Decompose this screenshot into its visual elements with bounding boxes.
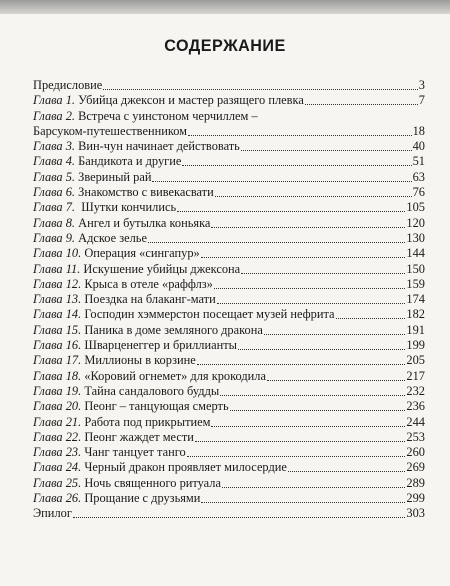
chapter-number: Глава 12.	[33, 276, 82, 291]
toc-entry	[33, 445, 425, 460]
page-number: 174	[406, 292, 425, 307]
toc-entry	[33, 460, 425, 475]
chapter-number: Глава 10.	[33, 246, 82, 261]
toc-entry	[33, 262, 425, 277]
page-number: 236	[406, 399, 425, 414]
page-title: СОДЕРЖАНИЕ	[164, 36, 286, 55]
toc-entry-title	[33, 460, 287, 475]
chapter-number: Глава 21.	[33, 414, 82, 429]
toc-entry-title	[33, 200, 176, 215]
toc-entry	[33, 292, 425, 307]
toc-entry	[33, 476, 425, 491]
chapter-title: Ночь священного ритуала	[81, 475, 221, 490]
chapter-number: Глава 22.	[33, 429, 82, 444]
page-number: 205	[406, 353, 425, 368]
toc-entry-title	[33, 231, 147, 246]
chapter-title: Шварценеггер и бриллианты	[81, 338, 237, 353]
chapter-number: Глава 11.	[33, 261, 81, 276]
toc-entry-title	[33, 277, 213, 292]
dot-leader	[241, 264, 405, 274]
toc-entry	[33, 277, 425, 292]
toc-entry-title	[33, 124, 187, 139]
page-number: 182	[406, 307, 425, 322]
dot-leader	[215, 187, 412, 197]
chapter-number: Глава 13.	[33, 292, 82, 307]
dot-leader	[152, 172, 411, 182]
chapter-number: Глава 5.	[33, 169, 76, 184]
chapter-number: Глава 1.	[33, 93, 76, 108]
table-of-contents	[33, 78, 425, 522]
toc-entry	[33, 338, 425, 353]
toc-entry	[33, 109, 425, 124]
toc-entry-title	[33, 399, 229, 414]
page-number: 76	[412, 185, 425, 200]
chapter-title: Пеонг – танцующая смерть	[81, 399, 229, 414]
dot-leader	[238, 340, 405, 350]
chapter-title: Эпилог	[33, 506, 72, 521]
chapter-title: Убийца джексон и мастер разящего плевка	[75, 93, 304, 108]
chapter-number: Глава 7.	[33, 200, 76, 215]
toc-entry	[33, 139, 425, 154]
chapter-number: Глава 6.	[33, 185, 76, 200]
dot-leader	[264, 325, 406, 335]
page-number: 150	[406, 261, 425, 276]
chapter-title: Искушение убийцы джексона	[80, 261, 241, 276]
toc-entry	[33, 430, 425, 445]
dot-leader	[305, 95, 418, 105]
chapter-number: Глава 20.	[33, 399, 82, 414]
page-number: 260	[406, 445, 425, 460]
dot-leader	[230, 401, 406, 411]
chapter-number: Глава 15.	[33, 322, 82, 337]
page-number: 253	[406, 429, 425, 444]
chapter-number: Глава 25.	[33, 475, 82, 490]
toc-entry	[33, 353, 425, 368]
page-number: 7	[418, 93, 425, 108]
dot-leader	[177, 202, 405, 212]
page-number: 40	[412, 139, 425, 154]
chapter-title: Знакомство с вивекасвати	[75, 185, 214, 200]
toc-entry	[33, 216, 425, 231]
dot-leader	[201, 493, 405, 503]
page-number: 299	[406, 491, 425, 506]
dot-leader	[211, 417, 405, 427]
chapter-number: Глава 16.	[33, 338, 82, 353]
toc-entry	[33, 323, 425, 338]
toc-entry-title	[33, 506, 72, 521]
chapter-number: Глава 23.	[33, 445, 82, 460]
chapter-number: Глава 8.	[33, 215, 76, 230]
page-number: 144	[406, 246, 425, 261]
chapter-title: Бандикота и другие	[75, 154, 182, 169]
page-number: 199	[406, 338, 425, 353]
page-number: 3	[418, 78, 425, 92]
toc-entry	[33, 231, 425, 246]
chapter-number: Глава 3.	[33, 139, 76, 154]
toc-entry	[33, 185, 425, 200]
chapter-number: Глава 17.	[33, 353, 82, 368]
page-number: 191	[406, 322, 425, 337]
toc-entry	[33, 399, 425, 414]
page-number: 63	[412, 169, 425, 184]
toc-entry	[33, 154, 425, 169]
chapter-title: Операция «сингапур»	[81, 246, 200, 261]
dot-leader	[217, 294, 406, 304]
chapter-title: Звериный рай	[75, 169, 152, 184]
page-number: 130	[406, 230, 425, 245]
toc-entry-title	[33, 445, 186, 460]
chapter-title: Крыса в отеле «раффлз»	[81, 276, 213, 291]
toc-entry-title	[33, 139, 240, 154]
toc-entry	[33, 506, 425, 521]
toc-entry	[33, 369, 425, 384]
chapter-title: Чанг танцует танго	[81, 445, 186, 460]
page-number: 120	[406, 215, 425, 230]
toc-entry-title	[33, 93, 304, 108]
toc-entry	[33, 124, 425, 139]
toc-entry-title	[33, 353, 196, 368]
page-number: 303	[406, 506, 425, 521]
chapter-title: Прощание с друзьями	[81, 491, 201, 506]
chapter-number: Глава 19.	[33, 383, 82, 398]
chapter-title: Пеонг жаждет мести	[81, 429, 194, 444]
toc-entry	[33, 246, 425, 261]
toc-entry	[33, 78, 425, 93]
toc-entry-title	[33, 476, 221, 491]
toc-entry	[33, 491, 425, 506]
chapter-title: Встреча с уинстоном черчиллем –	[75, 108, 258, 123]
toc-entry-title	[33, 170, 151, 185]
page-number: 105	[406, 200, 425, 215]
chapter-title: Барсуком-путешественником	[33, 123, 188, 138]
chapter-number: Глава 18.	[33, 368, 82, 383]
toc-entry-title	[33, 307, 335, 322]
dot-leader	[195, 432, 406, 442]
toc-entry-title	[33, 185, 214, 200]
toc-entry-title	[33, 292, 216, 307]
page-number: 232	[406, 383, 425, 398]
dot-leader	[288, 462, 406, 472]
toc-entry-title	[33, 384, 219, 399]
toc-entry	[33, 415, 425, 430]
chapter-title: Предисловие	[33, 78, 103, 92]
chapter-number: Глава 24.	[33, 460, 82, 475]
toc-entry-title	[33, 154, 181, 169]
chapter-number: Глава 4.	[33, 154, 76, 169]
toc-entry-title	[33, 369, 266, 384]
dot-leader	[220, 386, 405, 396]
dot-leader	[222, 478, 405, 488]
page-number: 269	[406, 460, 425, 475]
page-number: 289	[406, 475, 425, 490]
chapter-number: Глава 9.	[33, 230, 76, 245]
page-edge	[0, 0, 450, 14]
toc-entry	[33, 384, 425, 399]
toc-entry-title	[33, 430, 194, 445]
page-number: 159	[406, 276, 425, 291]
page-number: 18	[412, 123, 425, 138]
dot-leader	[336, 309, 406, 319]
page-number: 217	[406, 368, 425, 383]
toc-entry-title	[33, 109, 258, 124]
chapter-title: Господин хэммерстон посещает музей нефрита	[81, 307, 335, 322]
chapter-title: Паника в доме земляного дракона	[81, 322, 263, 337]
toc-entry-title	[33, 338, 237, 353]
dot-leader	[148, 233, 405, 243]
dot-leader	[201, 248, 406, 258]
chapter-number: Глава 26.	[33, 491, 82, 506]
chapter-title: Черный дракон проявляет милосердие	[81, 460, 287, 475]
dot-leader	[241, 141, 412, 151]
dot-leader	[188, 126, 412, 136]
dot-leader	[187, 447, 406, 457]
chapter-title: «Коровий огнемет» для крокодила	[81, 368, 266, 383]
chapter-title: Вин-чун начинает действовать	[75, 139, 240, 154]
page-number: 244	[406, 414, 425, 429]
dot-leader	[182, 156, 411, 166]
page-number: 51	[412, 154, 425, 169]
toc-entry	[33, 170, 425, 185]
chapter-title: Поездка на блаканг-мати	[81, 292, 216, 307]
chapter-title: Работа под прикрытием	[81, 414, 211, 429]
toc-entry	[33, 93, 425, 108]
dot-leader	[73, 508, 406, 518]
chapter-title: Миллионы в корзине	[81, 353, 196, 368]
dot-leader	[211, 218, 405, 228]
toc-entry-title	[33, 491, 200, 506]
dot-leader	[267, 371, 405, 381]
chapter-title: Ангел и бутылка коньяка	[75, 215, 211, 230]
chapter-title: Адское зелье	[75, 230, 147, 245]
chapter-number: Глава 2.	[33, 108, 76, 123]
toc-entry-title	[33, 262, 240, 277]
dot-leader	[197, 355, 406, 365]
toc-entry-title	[33, 415, 210, 430]
dot-leader	[103, 80, 418, 90]
toc-entry-title	[33, 216, 210, 231]
chapter-title: Тайна сандалового будды	[81, 383, 220, 398]
chapter-number: Глава 14.	[33, 307, 82, 322]
toc-entry-title	[33, 246, 200, 261]
toc-entry	[33, 307, 425, 322]
toc-entry-title	[33, 323, 263, 338]
chapter-title: Шутки кончились	[75, 200, 177, 215]
toc-entry-title	[33, 78, 102, 93]
dot-leader	[214, 279, 406, 289]
toc-entry	[33, 200, 425, 215]
